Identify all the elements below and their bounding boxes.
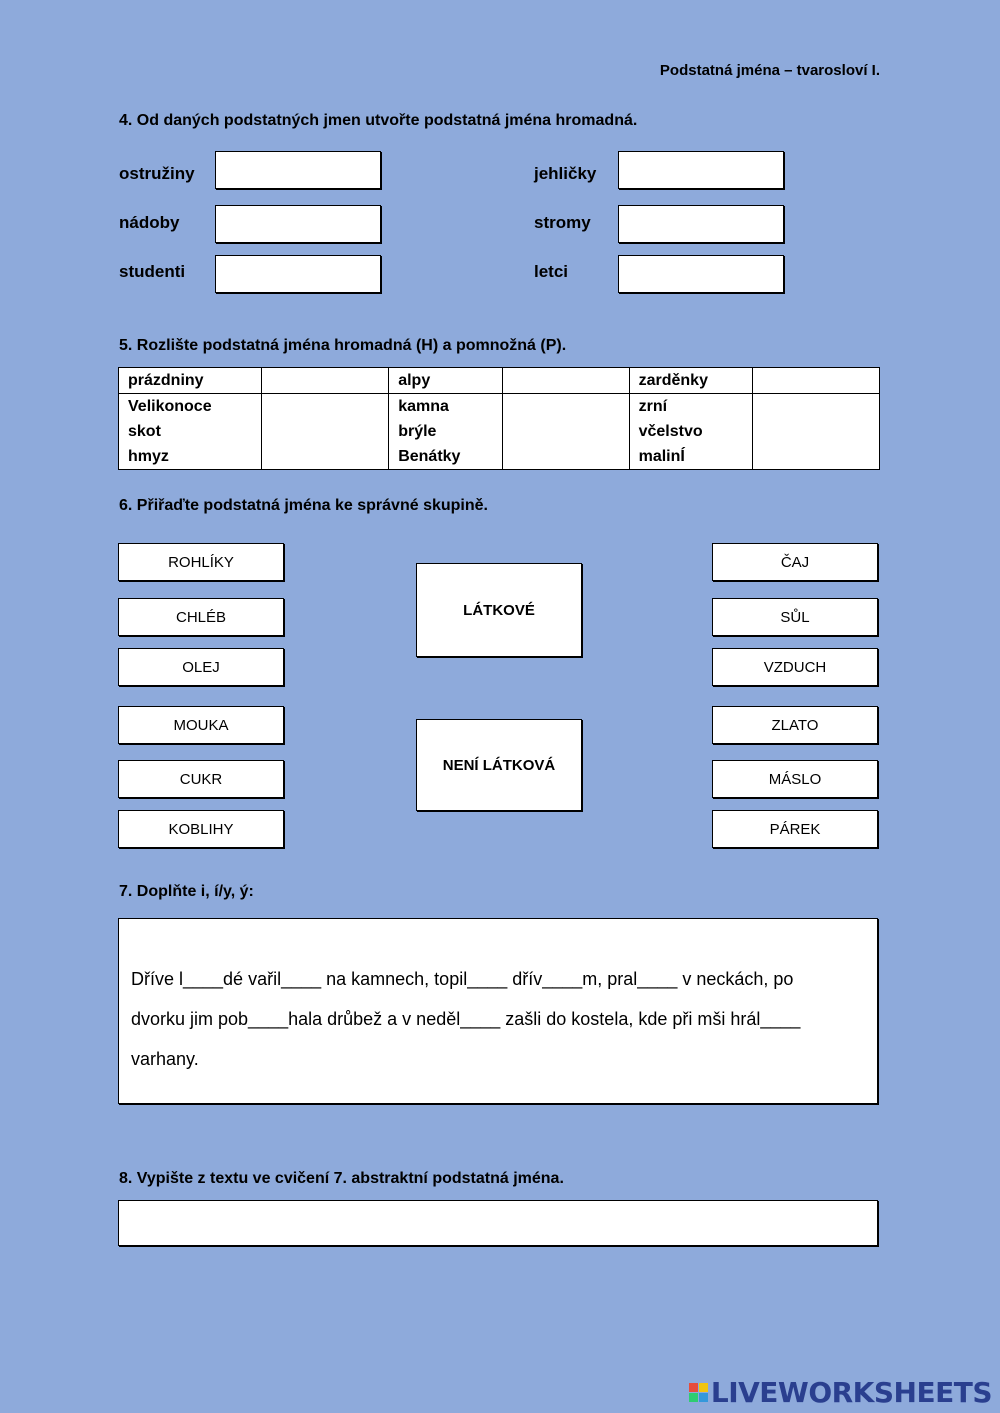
draggable-word-cukr[interactable]: CUKR [118, 760, 284, 798]
task8-answer-input[interactable] [118, 1200, 878, 1246]
task5-answer-cell[interactable] [262, 394, 389, 470]
draggable-word-rohliky[interactable]: ROHLÍKY [118, 543, 284, 581]
task5-word: hmyz [128, 448, 169, 465]
task5-answer-cell[interactable] [262, 368, 389, 394]
task4-label-6: letci [534, 262, 569, 281]
task4-label-2: nádoby [119, 213, 180, 232]
task6-heading: 6. Přiřaďte podstatná jména ke správné skupině. [119, 497, 488, 514]
task5-word: zrní [638, 398, 668, 415]
task4-answer-input-4[interactable] [618, 151, 784, 189]
task7-line-2: dvorku jim pob____hala drůbež a v neděl____ zašli do kostela, kde při mši hrál____ [131, 1009, 801, 1029]
drop-zone-latkove[interactable]: LÁTKOVÉ [416, 563, 582, 657]
task7-heading: 7. Doplňte i, í/y, ý: [119, 883, 254, 900]
task4-answer-input-6[interactable] [618, 255, 784, 293]
task4-label-4: jehličky [534, 164, 597, 183]
draggable-word-chleb[interactable]: CHLÉB [118, 598, 284, 636]
task5-word: zarděnky [629, 368, 752, 394]
liveworksheets-logo-text: LIVEWORKSHEETS [710, 1376, 992, 1409]
task5-answer-cell[interactable] [502, 368, 629, 394]
task5-word: Velikonoce [128, 398, 212, 415]
task4-label-3: studenti [119, 262, 186, 281]
task4-label-1: ostružiny [119, 164, 195, 183]
task5-word: Benátky [398, 448, 461, 465]
task5-word: kamna [398, 398, 449, 415]
draggable-word-caj[interactable]: ČAJ [712, 543, 878, 581]
task4-heading: 4. Od daných podstatných jmen utvořte podstatná jména hromadná. [119, 112, 638, 129]
drop-zone-neni-latkova[interactable]: NENÍ LÁTKOVÁ [416, 719, 582, 811]
page-header-title: Podstatná jména – tvarosloví I. [659, 62, 880, 79]
task5-answer-cell[interactable] [753, 394, 880, 470]
task4-answer-input-2[interactable] [215, 205, 381, 243]
task4-label-5: stromy [534, 213, 591, 232]
draggable-word-mouka[interactable]: MOUKA [118, 706, 284, 744]
draggable-word-parek[interactable]: PÁREK [712, 810, 878, 848]
draggable-word-olej[interactable]: OLEJ [118, 648, 284, 686]
task5-word: malinÍ [638, 448, 685, 465]
draggable-word-koblihy[interactable]: KOBLIHY [118, 810, 284, 848]
task5-word: včelstvo [638, 423, 703, 440]
task5-answer-cell[interactable] [502, 394, 629, 470]
task5-word: brýle [398, 423, 437, 440]
draggable-word-zlato[interactable]: ZLATO [712, 706, 878, 744]
task5-word: prázdniny [119, 368, 262, 394]
task4-answer-input-1[interactable] [215, 151, 381, 189]
draggable-word-sul[interactable]: SŮL [712, 598, 878, 636]
liveworksheets-logo-icon [689, 1383, 708, 1402]
task4-answer-input-3[interactable] [215, 255, 381, 293]
draggable-word-vzduch[interactable]: VZDUCH [712, 648, 878, 686]
task5-word: alpy [389, 368, 502, 394]
task8-heading: 8. Vypište z textu ve cvičení 7. abstraktní podstatná jména. [119, 1170, 564, 1187]
task7-line-1: Dříve l____dé vařil____ na kamnech, topil____ dřív____m, pral____ v neckách, po [131, 969, 794, 989]
task5-heading: 5. Rozlište podstatná jména hromadná (H) a pomnožná (P). [119, 337, 567, 354]
liveworksheets-logo [689, 1376, 992, 1409]
task7-text-box[interactable] [118, 918, 878, 1104]
task5-answer-cell[interactable] [753, 368, 880, 394]
draggable-word-maslo[interactable]: MÁSLO [712, 760, 878, 798]
task4-answer-input-5[interactable] [618, 205, 784, 243]
task5-table [118, 367, 880, 470]
task7-line-3: varhany. [131, 1049, 199, 1069]
task5-word: skot [128, 423, 161, 440]
